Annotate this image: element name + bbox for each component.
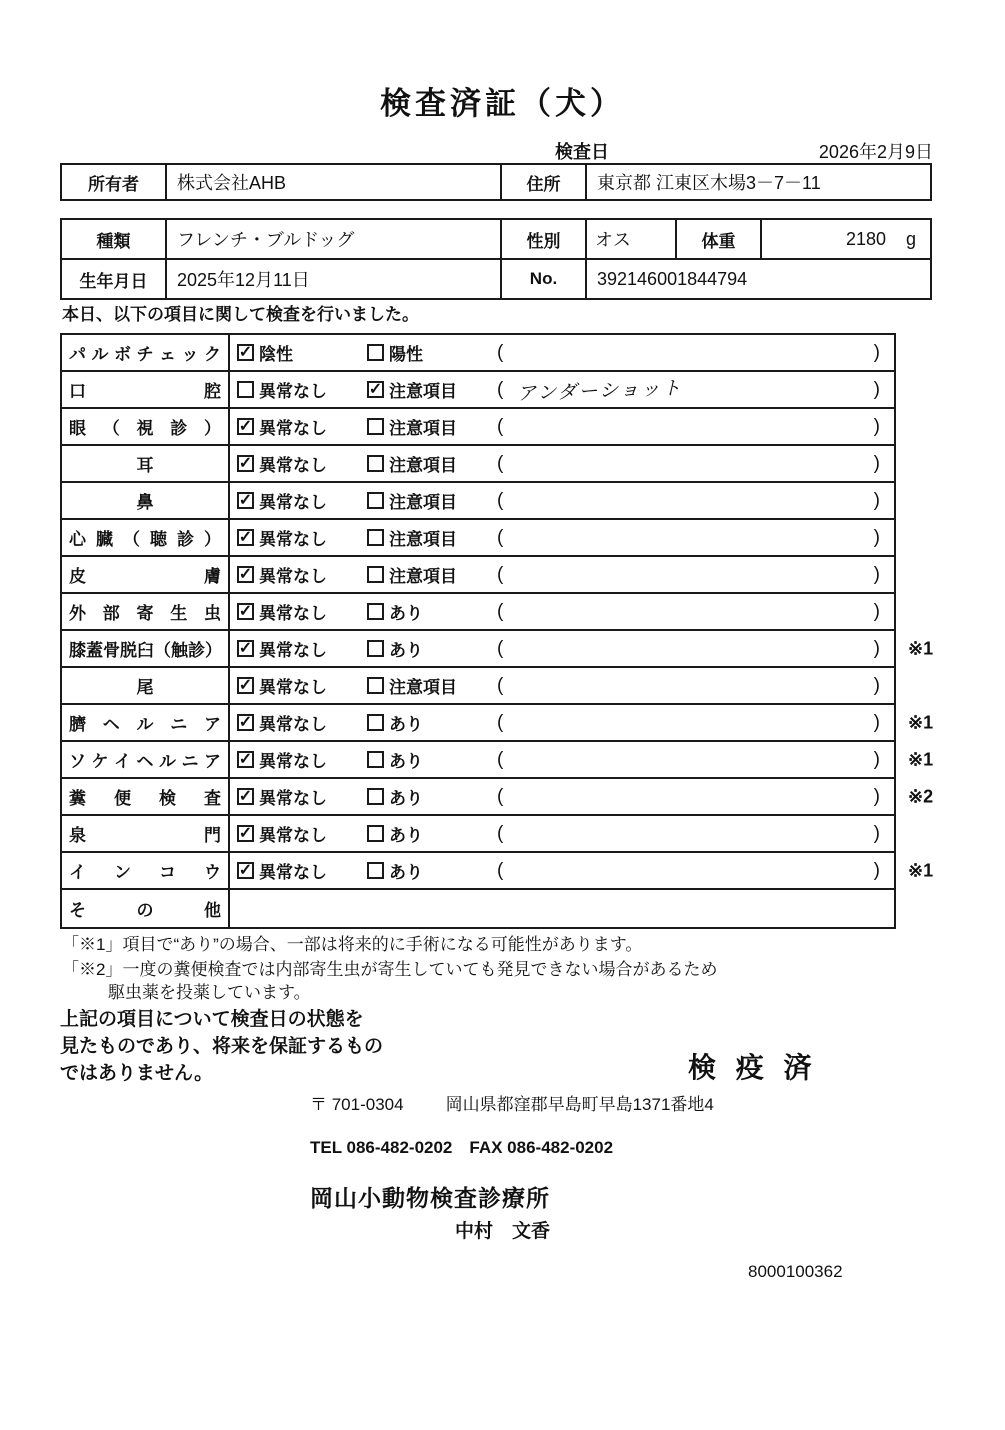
disclaimer-text — [60, 1006, 383, 1087]
exam-row-inguinal-hernia — [62, 742, 934, 779]
exam-table — [60, 333, 934, 929]
exam-result-field — [497, 376, 894, 403]
paren-open: ( — [497, 489, 504, 511]
paren-open: ( — [497, 748, 504, 770]
paren-open: ( — [497, 526, 504, 548]
exam-option-primary — [237, 377, 367, 402]
exam-option-secondary — [367, 377, 497, 402]
exam-footnote-mark: ※1 — [908, 749, 934, 769]
paren-open: ( — [497, 637, 504, 659]
exam-option-label: 異常なし — [259, 456, 327, 475]
checkbox-icon: ✓ — [238, 343, 253, 361]
exam-result-field — [497, 749, 894, 771]
checkbox-icon: ✓ — [238, 491, 253, 509]
exam-result-field — [497, 601, 894, 623]
pet-table-row-1 — [62, 220, 930, 260]
paren-close: ) — [873, 378, 880, 400]
weight-value-cell — [762, 220, 930, 258]
exam-option-label: 異常なし — [259, 419, 327, 438]
exam-option-secondary — [367, 747, 497, 772]
paren-close: ) — [873, 526, 880, 548]
checkbox-icon: ✓ — [238, 602, 253, 620]
exam-option-label: 異常なし — [259, 530, 327, 549]
paren-close: ) — [873, 341, 880, 363]
exam-option-label: 注意項目 — [389, 567, 457, 586]
disclaimer-line-3: ではありません。 — [60, 1063, 214, 1084]
exam-item-label: 泉 門 — [62, 816, 230, 851]
checkbox-icon — [367, 344, 384, 361]
inspection-date-value: 2026年2月9日 — [818, 142, 933, 162]
paren-open: ( — [497, 341, 504, 363]
exam-item-label: 臍 ヘ ル ニ ア — [62, 705, 230, 740]
exam-result-field — [497, 860, 894, 882]
exam-option-primary — [237, 710, 367, 735]
exam-option-secondary — [367, 858, 497, 883]
exam-option-label: 異常なし — [259, 382, 327, 401]
exam-option-secondary — [367, 636, 497, 661]
exam-item-label: そ の 他 — [62, 890, 230, 927]
statement-text: 本日、以下の項目に関して検査を行いました。 — [62, 305, 419, 324]
exam-option-label: 陽性 — [389, 345, 423, 364]
paren-open: ( — [497, 859, 504, 881]
exam-item-label: 心 臓 （ 聴 診 ） — [62, 520, 230, 555]
exam-option-primary — [237, 747, 367, 772]
quarantine-stamp: 検 疫 済 — [688, 1052, 818, 1083]
exam-option-label: 注意項目 — [389, 493, 457, 512]
address-value: 東京都 江東区木場3－7－11 — [597, 173, 821, 193]
exam-option-label: 注意項目 — [389, 382, 457, 401]
exam-option-label: 陰性 — [259, 345, 293, 364]
exam-result-field — [497, 786, 894, 808]
checkbox-icon — [367, 529, 384, 546]
exam-item-label: 尾 — [62, 668, 230, 703]
exam-item-label: パ ル ボ チ ェ ッ ク — [62, 335, 230, 370]
owner-table — [60, 163, 932, 201]
postal-code: 〒 701-0304 — [310, 1095, 404, 1114]
exam-option-label: 注意項目 — [389, 456, 457, 475]
exam-row-other — [62, 890, 894, 927]
exam-option-label: 異常なし — [259, 567, 327, 586]
exam-note-handwritten: アンダーショット — [517, 378, 684, 405]
page-title: 検査済証（犬） — [380, 86, 625, 121]
exam-option-label: あり — [389, 863, 423, 882]
checkbox-icon: ✓ — [238, 528, 253, 546]
exam-option-secondary — [367, 488, 497, 513]
checkbox-icon — [367, 714, 384, 731]
exam-option-secondary — [367, 451, 497, 476]
no-label: No. — [502, 260, 587, 298]
checkbox-icon — [367, 825, 384, 842]
weight-unit: g — [905, 228, 916, 249]
owner-value: 株式会社AHB — [167, 165, 502, 199]
checkbox-icon — [367, 566, 384, 583]
exam-item-label: 眼 （ 視 診 ） — [62, 409, 230, 444]
exam-option-primary — [237, 599, 367, 624]
checkbox-icon — [367, 677, 384, 694]
exam-option-secondary — [367, 562, 497, 587]
exam-option-label: 異常なし — [259, 678, 327, 697]
paren-open: ( — [497, 452, 504, 474]
checkbox-icon: ✓ — [238, 676, 253, 694]
exam-row-ears — [62, 446, 894, 483]
exam-option-secondary — [367, 599, 497, 624]
exam-row-nose — [62, 483, 894, 520]
exam-option-secondary — [367, 414, 497, 439]
checkbox-icon: ✓ — [238, 639, 253, 657]
paren-close: ) — [873, 489, 880, 511]
exam-result-field — [497, 490, 894, 512]
paren-open: ( — [497, 600, 504, 622]
weight-label: 体重 — [677, 220, 762, 258]
exam-option-primary — [237, 821, 367, 846]
exam-row-parvo — [62, 335, 894, 372]
exam-option-secondary — [367, 710, 497, 735]
exam-other-empty-cell — [230, 890, 894, 927]
exam-item-label: 膝 蓋 骨 脱 臼 （ 触 診 ） — [62, 631, 230, 666]
checkbox-icon: ✓ — [238, 454, 253, 472]
exam-row-mouth — [62, 372, 894, 409]
exam-item-label: 糞 便 検 査 — [62, 779, 230, 814]
exam-option-label: あり — [389, 752, 423, 771]
exam-footnote-mark: ※1 — [908, 638, 934, 658]
exam-option-primary — [237, 858, 367, 883]
exam-option-primary — [237, 451, 367, 476]
checkbox-icon: ✓ — [238, 861, 253, 879]
checkbox-icon — [367, 492, 384, 509]
exam-option-primary — [237, 488, 367, 513]
exam-option-primary — [237, 636, 367, 661]
exam-row-umbilical-hernia — [62, 705, 934, 742]
exam-option-secondary — [367, 784, 497, 809]
birthdate-label: 生年月日 — [62, 260, 167, 298]
pet-table — [60, 218, 932, 300]
sex-value: オス — [587, 220, 677, 258]
checkbox-icon: ✓ — [238, 417, 253, 435]
footnote-1: 「※1」項目で“あり”の場合、一部は将来的に手術になる可能性があります。 — [62, 935, 643, 954]
breed-value: フレンチ・ブルドッグ — [167, 220, 502, 258]
exam-row-inkou — [62, 853, 934, 890]
exam-item-label: 皮 膚 — [62, 557, 230, 592]
exam-footnote-mark: ※2 — [908, 786, 934, 806]
paren-open: ( — [497, 378, 504, 400]
exam-option-label: 異常なし — [259, 493, 327, 512]
paren-close: ) — [873, 822, 880, 844]
checkbox-icon: ✓ — [238, 824, 253, 842]
pet-table-row-2 — [62, 260, 930, 298]
exam-option-label: あり — [389, 826, 423, 845]
exam-option-label: 異常なし — [259, 789, 327, 808]
exam-option-label: 注意項目 — [389, 530, 457, 549]
checkbox-icon — [367, 640, 384, 657]
paren-close: ) — [873, 600, 880, 622]
checkbox-icon — [237, 381, 254, 398]
exam-option-label: 異常なし — [259, 826, 327, 845]
checkbox-icon: ✓ — [238, 565, 253, 583]
paren-close: ) — [873, 674, 880, 696]
exam-item-label: 耳 — [62, 446, 230, 481]
exam-option-label: 異常なし — [259, 715, 327, 734]
exam-option-secondary — [367, 340, 497, 365]
exam-result-field — [497, 416, 894, 438]
paren-close: ) — [873, 711, 880, 733]
exam-option-primary — [237, 784, 367, 809]
exam-row-parasites — [62, 594, 894, 631]
exam-item-label: 口 腔 — [62, 372, 230, 407]
exam-result-field — [497, 564, 894, 586]
paren-open: ( — [497, 563, 504, 585]
exam-option-label: 異常なし — [259, 863, 327, 882]
document-number: 8000100362 — [748, 1262, 843, 1281]
exam-result-field — [497, 453, 894, 475]
disclaimer-line-1: 上記の項目について検査日の状態を — [60, 1009, 364, 1030]
clinic-address: 岡山県都窪郡早島町早島1371番地4 — [445, 1095, 714, 1114]
checkbox-icon — [367, 788, 384, 805]
exam-option-primary — [237, 414, 367, 439]
exam-result-field — [497, 527, 894, 549]
exam-option-secondary — [367, 821, 497, 846]
paren-close: ) — [873, 563, 880, 585]
exam-row-fontanel — [62, 816, 894, 853]
sex-label: 性別 — [502, 220, 587, 258]
checkbox-icon: ✓ — [238, 787, 253, 805]
checkbox-icon: ✓ — [238, 750, 253, 768]
exam-row-fecal — [62, 779, 934, 816]
clinic-tel-fax: TEL 086-482-0202 FAX 086-482-0202 — [310, 1138, 614, 1157]
exam-option-label: あり — [389, 715, 423, 734]
checkbox-icon — [367, 418, 384, 435]
exam-row-eyes — [62, 409, 894, 446]
exam-option-primary — [237, 340, 367, 365]
exam-option-primary — [237, 673, 367, 698]
exam-result-field — [497, 342, 894, 364]
exam-option-label: あり — [389, 641, 423, 660]
exam-result-field — [497, 712, 894, 734]
exam-item-label: 外 部 寄 生 虫 — [62, 594, 230, 629]
exam-option-label: 異常なし — [259, 604, 327, 623]
paren-close: ) — [873, 748, 880, 770]
exam-option-label: 注意項目 — [389, 419, 457, 438]
footnote-2: 「※2」一度の糞便検査では内部寄生虫が寄生していても発見できない場合があるため — [62, 960, 718, 979]
no-value: 392146001844794 — [597, 268, 748, 289]
exam-option-primary — [237, 525, 367, 550]
weight-value: 2180 — [845, 228, 886, 249]
exam-result-field — [497, 823, 894, 845]
checkbox-icon: ✓ — [368, 380, 383, 398]
checkbox-icon — [367, 751, 384, 768]
exam-item-label: 鼻 — [62, 483, 230, 518]
paren-open: ( — [497, 711, 504, 733]
paren-close: ) — [873, 859, 880, 881]
exam-option-label: あり — [389, 789, 423, 808]
exam-item-label: ソ ケ イ ヘ ル ニ ア — [62, 742, 230, 777]
exam-row-skin — [62, 557, 894, 594]
checkbox-icon: ✓ — [238, 713, 253, 731]
exam-row-heart — [62, 520, 894, 557]
disclaimer-line-2: 見たものであり、将来を保証するもの — [60, 1036, 384, 1057]
owner-label: 所有者 — [62, 165, 167, 199]
paren-close: ) — [873, 637, 880, 659]
breed-label: 種類 — [62, 220, 167, 258]
inspection-date-row — [555, 138, 933, 164]
footnote-2-continued: 駆虫薬を投薬しています。 — [108, 983, 311, 1002]
paren-open: ( — [497, 785, 504, 807]
examiner-name: 中村 文香 — [455, 1221, 551, 1242]
paren-open: ( — [497, 415, 504, 437]
exam-option-secondary — [367, 525, 497, 550]
paren-close: ) — [873, 785, 880, 807]
birthdate-value: 2025年12月11日 — [167, 260, 502, 298]
clinic-name: 岡山小動物検査診療所 — [310, 1185, 550, 1211]
exam-option-secondary — [367, 673, 497, 698]
exam-option-label: 異常なし — [259, 752, 327, 771]
paren-open: ( — [497, 674, 504, 696]
clinic-postal-line — [310, 1090, 714, 1115]
exam-item-label: イ ン コ ウ — [62, 853, 230, 888]
exam-row-patella — [62, 631, 934, 668]
exam-footnote-mark: ※1 — [908, 712, 934, 732]
paren-open: ( — [497, 822, 504, 844]
exam-footnote-mark: ※1 — [908, 860, 934, 880]
paren-close: ) — [873, 452, 880, 474]
exam-option-primary — [237, 562, 367, 587]
exam-row-tail — [62, 668, 894, 705]
checkbox-icon — [367, 862, 384, 879]
checkbox-icon — [367, 603, 384, 620]
paren-close: ) — [873, 415, 880, 437]
exam-result-field — [497, 638, 894, 660]
exam-option-label: あり — [389, 604, 423, 623]
inspection-date-label: 検査日 — [555, 142, 609, 162]
checkbox-icon — [367, 455, 384, 472]
exam-option-label: 異常なし — [259, 641, 327, 660]
exam-option-label: 注意項目 — [389, 678, 457, 697]
address-label: 住所 — [502, 165, 587, 199]
exam-result-field — [497, 675, 894, 697]
